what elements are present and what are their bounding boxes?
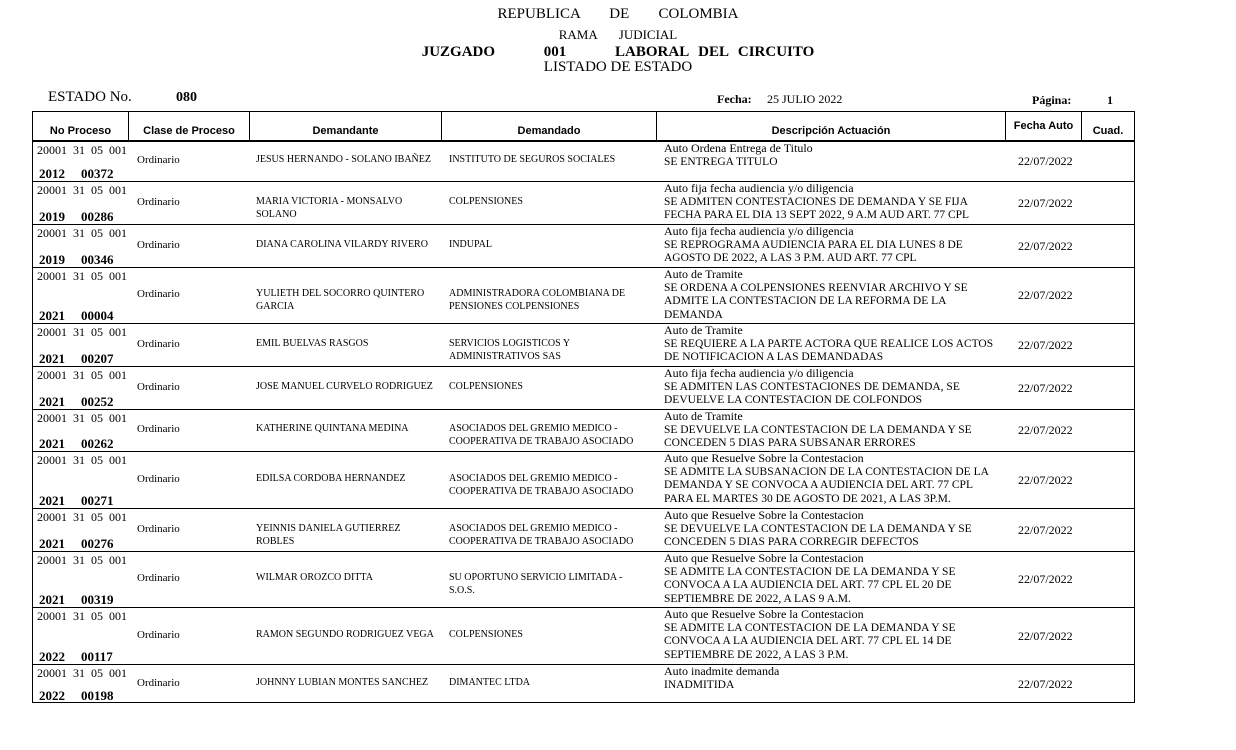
process-number: 00276 bbox=[81, 536, 114, 551]
fecha-auto: 22/07/2022 bbox=[1018, 572, 1073, 586]
process-id bbox=[39, 252, 114, 268]
demandado: ASOCIADOS DEL GREMIO MEDICO - COOPERATIVA DE TRABAJO ASOCIADO bbox=[449, 423, 634, 447]
process-prefix: 20001 31 05 001 bbox=[37, 553, 127, 567]
table-row bbox=[33, 608, 1134, 665]
action-detail: SE REQUIERE A LA PARTE ACTORA QUE REALICE LOS ACTOS DE NOTIFICACION A LAS DEMANDADAS bbox=[664, 337, 994, 364]
descripcion-actuacion bbox=[664, 225, 1004, 266]
col-descripcion: Descripción Actuación bbox=[657, 112, 1006, 140]
process-number: 00004 bbox=[81, 308, 114, 323]
process-prefix: 20001 31 05 001 bbox=[37, 269, 127, 283]
process-prefix: 20001 31 05 001 bbox=[37, 325, 127, 339]
action-detail: SE DEVUELVE LA CONTESTACION DE LA DEMANDA Y SE CONCEDEN 5 DIAS PARA SUBSANAR ERRORES bbox=[664, 423, 972, 450]
process-id bbox=[39, 394, 114, 410]
header-branch: RAMA JUDICIAL bbox=[558, 27, 678, 42]
action-detail: SE DEVUELVE LA CONTESTACION DE LA DEMANDA Y SE CONCEDEN 5 DIAS PARA CORREGIR DEFECTOS bbox=[664, 522, 972, 549]
process-prefix: 20001 31 05 001 bbox=[37, 183, 127, 197]
fecha-label: Fecha: bbox=[717, 92, 752, 106]
action-detail: SE REPROGRAMA AUDIENCIA PARA EL DIA LUNES 8 DE AGOSTO DE 2022, A LAS 3 P.M. AUD ART. 77 CPL bbox=[664, 238, 963, 265]
action-type: Auto de Tramite bbox=[664, 409, 743, 423]
process-year: 2021 bbox=[39, 308, 65, 323]
process-id bbox=[39, 649, 113, 665]
action-type: Auto que Resuelve Sobre la Contestacion bbox=[664, 451, 864, 465]
process-prefix: 20001 31 05 001 bbox=[37, 453, 127, 467]
demandado: ASOCIADOS DEL GREMIO MEDICO - COOPERATIVA DE TRABAJO ASOCIADO bbox=[449, 473, 634, 497]
clase-proceso: Ordinario bbox=[137, 381, 180, 393]
descripcion-actuacion bbox=[664, 410, 1004, 451]
action-detail: SE ADMITEN LAS CONTESTACIONES DE DEMANDA, SE DEVUELVE LA CONTESTACION DE COLFONDOS bbox=[664, 380, 960, 407]
process-year: 2021 bbox=[39, 394, 65, 409]
clase-proceso: Ordinario bbox=[137, 523, 180, 535]
process-id bbox=[39, 351, 114, 367]
fecha-auto: 22/07/2022 bbox=[1018, 423, 1073, 437]
process-number: 00372 bbox=[81, 166, 114, 181]
table-row bbox=[33, 509, 1134, 552]
descripcion-actuacion bbox=[664, 509, 1004, 550]
process-id bbox=[39, 592, 114, 608]
process-number: 00207 bbox=[81, 351, 114, 366]
action-detail: SE ADMITEN CONTESTACIONES DE DEMANDA Y SE FIJA FECHA PARA EL DIA 13 SEPT 2022, 9 A.M AUD ART. 77 CPL bbox=[664, 195, 970, 222]
process-id bbox=[39, 493, 114, 509]
process-year: 2019 bbox=[39, 252, 65, 267]
col-demandado: Demandado bbox=[442, 112, 657, 140]
demandante: DIANA CAROLINA VILARDY RIVERO bbox=[256, 239, 428, 250]
action-detail: SE ADMITE LA CONTESTACION DE LA DEMANDA Y SE CONVOCA A LA AUDIENCIA DEL ART. 77 CPL EL 20 DE SEPTIEMBRE DE 2022, A LAS 9 A.M. bbox=[664, 565, 956, 605]
process-id bbox=[39, 308, 114, 324]
descripcion-actuacion bbox=[664, 367, 1004, 408]
process-number: 00346 bbox=[81, 252, 114, 267]
action-type: Auto fija fecha audiencia y/o diligencia bbox=[664, 224, 854, 238]
demandado: COLPENSIONES bbox=[449, 381, 523, 392]
header-republic: REPUBLICA DE COLOMBIA bbox=[497, 6, 739, 22]
demandado: ADMINISTRADORA COLOMBIANA DE PENSIONES COLPENSIONES bbox=[449, 288, 626, 312]
process-prefix: 20001 31 05 001 bbox=[37, 666, 127, 680]
table-row bbox=[33, 268, 1134, 324]
process-year: 2022 bbox=[39, 688, 65, 703]
process-year: 2021 bbox=[39, 351, 65, 366]
process-prefix: 20001 31 05 001 bbox=[37, 510, 127, 524]
clase-proceso: Ordinario bbox=[137, 572, 180, 584]
clase-proceso: Ordinario bbox=[137, 154, 180, 166]
pagina-value: 1 bbox=[1107, 93, 1113, 107]
action-type: Auto fija fecha audiencia y/o diligencia bbox=[664, 366, 854, 380]
clase-proceso: Ordinario bbox=[137, 473, 180, 485]
table-row bbox=[33, 367, 1134, 410]
process-prefix: 20001 31 05 001 bbox=[37, 143, 127, 157]
action-detail: SE ADMITE LA SUBSANACION DE LA CONTESTACION DE LA DEMANDA Y SE CONVOCA A AUDIENCIA DEL ART. 77 CPL PARA EL MARTES 30 DE AGOSTO DE 2021, A LAS 3P.M. bbox=[664, 465, 989, 505]
process-number: 00198 bbox=[81, 688, 114, 703]
demandante: WILMAR OROZCO DITTA bbox=[256, 572, 373, 583]
demandante: JESUS HERNANDO - SOLANO IBAÑEZ bbox=[256, 154, 431, 165]
estado-label: ESTADO No. bbox=[48, 89, 132, 105]
action-type: Auto fija fecha audiencia y/o diligencia bbox=[664, 181, 854, 195]
fecha-auto: 22/07/2022 bbox=[1018, 338, 1073, 352]
table-row bbox=[33, 142, 1134, 182]
descripcion-actuacion bbox=[664, 142, 1004, 169]
process-year: 2021 bbox=[39, 536, 65, 551]
process-id bbox=[39, 209, 114, 225]
table-row bbox=[33, 410, 1134, 452]
header-court: JUZGADO 001 LABORAL DEL CIRCUITO bbox=[421, 44, 815, 60]
descripcion-actuacion bbox=[664, 552, 1004, 606]
fecha-auto: 22/07/2022 bbox=[1018, 381, 1073, 395]
action-type: Auto que Resuelve Sobre la Contestacion bbox=[664, 607, 864, 621]
descripcion-actuacion bbox=[664, 608, 1004, 662]
process-number: 00262 bbox=[81, 436, 114, 451]
process-year: 2019 bbox=[39, 209, 65, 224]
descripcion-actuacion bbox=[664, 452, 1004, 506]
descripcion-actuacion bbox=[664, 324, 1004, 365]
process-number: 00252 bbox=[81, 394, 114, 409]
descripcion-actuacion bbox=[664, 182, 1004, 223]
action-detail: SE ADMITE LA CONTESTACION DE LA DEMANDA Y SE CONVOCA A LA AUDIENCIA DEL ART. 77 CPL EL 14 DE SEPTIEMBRE DE 2022, A LAS 3 P.M. bbox=[664, 621, 956, 661]
clase-proceso: Ordinario bbox=[137, 629, 180, 641]
action-type: Auto de Tramite bbox=[664, 323, 743, 337]
process-number: 00271 bbox=[81, 493, 114, 508]
demandado: INDUPAL bbox=[449, 239, 492, 250]
action-detail: INADMITIDA bbox=[664, 678, 735, 691]
demandado: DIMANTEC LTDA bbox=[449, 677, 531, 688]
estado-number: 080 bbox=[176, 90, 197, 105]
process-year: 2021 bbox=[39, 493, 65, 508]
descripcion-actuacion bbox=[664, 665, 1004, 692]
clase-proceso: Ordinario bbox=[137, 338, 180, 350]
demandado: INSTITUTO DE SEGUROS SOCIALES bbox=[449, 154, 616, 165]
demandante: RAMON SEGUNDO RODRIGUEZ VEGA bbox=[256, 629, 434, 640]
process-id bbox=[39, 166, 114, 182]
demandante: EDILSA CORDOBA HERNANDEZ bbox=[256, 473, 406, 484]
table-row bbox=[33, 182, 1134, 225]
table-header bbox=[33, 112, 1134, 142]
col-demandante: Demandante bbox=[250, 112, 442, 140]
demandante: YULIETH DEL SOCORRO QUINTERO GARCIA bbox=[256, 288, 425, 312]
fecha-auto: 22/07/2022 bbox=[1018, 677, 1073, 691]
header-listing: LISTADO DE ESTADO bbox=[543, 59, 693, 75]
pagina-label: Página: bbox=[1032, 93, 1072, 107]
process-number: 00286 bbox=[81, 209, 114, 224]
action-detail: SE ENTREGA TITULO bbox=[664, 155, 778, 168]
demandante: YEINNIS DANIELA GUTIERREZ ROBLES bbox=[256, 523, 401, 547]
process-prefix: 20001 31 05 001 bbox=[37, 226, 127, 240]
clase-proceso: Ordinario bbox=[137, 239, 180, 251]
table-row bbox=[33, 324, 1134, 367]
table-row bbox=[33, 552, 1134, 608]
demandante: EMIL BUELVAS RASGOS bbox=[256, 338, 369, 349]
estado-table bbox=[32, 111, 1135, 703]
process-number: 00319 bbox=[81, 592, 114, 607]
clase-proceso: Ordinario bbox=[137, 196, 180, 208]
fecha-auto: 22/07/2022 bbox=[1018, 154, 1073, 168]
fecha-auto: 22/07/2022 bbox=[1018, 239, 1073, 253]
table-row bbox=[33, 225, 1134, 268]
process-id bbox=[39, 436, 114, 452]
fecha-value: 25 JULIO 2022 bbox=[767, 92, 843, 106]
process-prefix: 20001 31 05 001 bbox=[37, 609, 127, 623]
process-year: 2021 bbox=[39, 436, 65, 451]
fecha-auto: 22/07/2022 bbox=[1018, 288, 1073, 302]
process-id bbox=[39, 688, 114, 704]
demandante: KATHERINE QUINTANA MEDINA bbox=[256, 423, 409, 434]
process-id bbox=[39, 536, 114, 552]
fecha-auto: 22/07/2022 bbox=[1018, 523, 1073, 537]
table-row bbox=[33, 452, 1134, 509]
descripcion-actuacion bbox=[664, 268, 1004, 322]
action-type: Auto Ordena Entrega de Titulo bbox=[664, 141, 813, 155]
col-no-proceso: No Proceso bbox=[33, 112, 129, 140]
demandado: SERVICIOS LOGISTICOS Y ADMINISTRATIVOS SAS bbox=[449, 338, 570, 362]
clase-proceso: Ordinario bbox=[137, 423, 180, 435]
demandante: JOHNNY LUBIAN MONTES SANCHEZ bbox=[256, 677, 429, 688]
action-type: Auto que Resuelve Sobre la Contestacion bbox=[664, 508, 864, 522]
col-clase: Clase de Proceso bbox=[129, 112, 250, 140]
process-year: 2022 bbox=[39, 649, 65, 664]
process-year: 2021 bbox=[39, 592, 65, 607]
action-type: Auto de Tramite bbox=[664, 267, 743, 281]
demandante: JOSE MANUEL CURVELO RODRIGUEZ bbox=[256, 381, 433, 392]
action-type: Auto que Resuelve Sobre la Contestacion bbox=[664, 551, 864, 565]
fecha-auto: 22/07/2022 bbox=[1018, 629, 1073, 643]
process-year: 2012 bbox=[39, 166, 65, 181]
action-detail: SE ORDENA A COLPENSIONES REENVIAR ARCHIVO Y SE ADMITE LA CONTESTACION DE LA REFORMA DE LA DEMANDA bbox=[664, 281, 968, 321]
action-type: Auto inadmite demanda bbox=[664, 664, 780, 678]
process-prefix: 20001 31 05 001 bbox=[37, 411, 127, 425]
table-row bbox=[33, 665, 1134, 704]
clase-proceso: Ordinario bbox=[137, 288, 180, 300]
demandado: COLPENSIONES bbox=[449, 196, 523, 207]
demandado: SU OPORTUNO SERVICIO LIMITADA - S.O.S. bbox=[449, 572, 623, 596]
process-prefix: 20001 31 05 001 bbox=[37, 368, 127, 382]
fecha-auto: 22/07/2022 bbox=[1018, 473, 1073, 487]
col-cuad: Cuad. bbox=[1092, 125, 1124, 137]
demandante: MARIA VICTORIA - MONSALVO SOLANO bbox=[256, 196, 403, 220]
demandado: COLPENSIONES bbox=[449, 629, 523, 640]
demandado: ASOCIADOS DEL GREMIO MEDICO - COOPERATIVA DE TRABAJO ASOCIADO bbox=[449, 523, 634, 547]
col-fecha-auto: Fecha Auto bbox=[1006, 112, 1082, 140]
fecha-auto: 22/07/2022 bbox=[1018, 196, 1073, 210]
process-number: 00117 bbox=[81, 649, 113, 664]
clase-proceso: Ordinario bbox=[137, 677, 180, 689]
